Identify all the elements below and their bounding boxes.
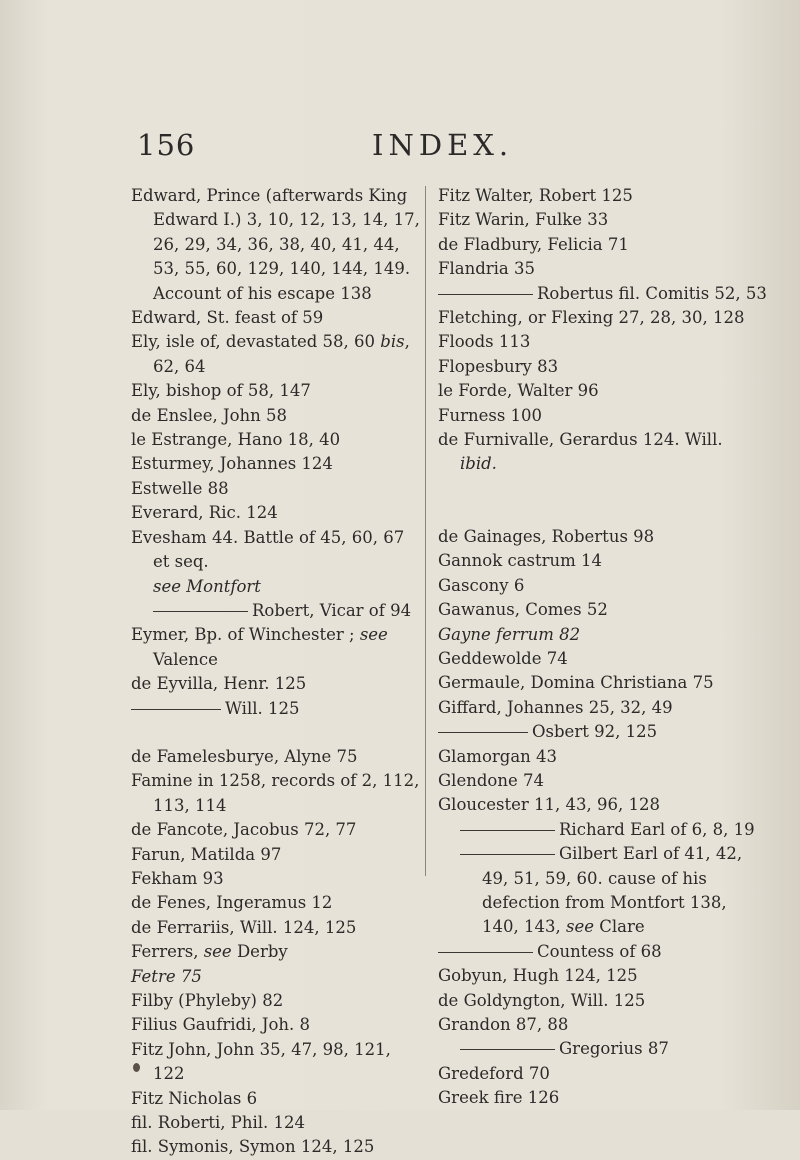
index-entry: Fetre 75: [131, 966, 202, 986]
entry-text: Countess of 68: [537, 941, 662, 961]
index-entry: [131, 940, 421, 964]
entry-text: Clare: [593, 917, 645, 937]
index-entry: de Famelesburye, Alyne 75: [131, 746, 358, 766]
entry-italic: see: [565, 917, 594, 937]
index-entry: le Forde, Walter 96: [438, 381, 599, 401]
entry-text: Valence: [153, 649, 218, 669]
entry-italic: bis: [380, 332, 405, 352]
index-entry: Fitz Nicholas 6: [131, 1088, 258, 1108]
ditto-dash: [131, 709, 221, 710]
index-subentry: [131, 599, 421, 623]
entry-text: Evesham 44. Battle of 45, 60, 67 et seq.: [131, 527, 405, 572]
index-entry: Gawanus, Comes 52: [438, 600, 608, 620]
index-entry: Everard, Ric. 124: [131, 503, 278, 523]
ditto-dash: [460, 854, 555, 855]
entry-italic: see: [153, 576, 181, 596]
index-entry: Gannok castrum 14: [438, 551, 603, 571]
entry-text: Gilbert Earl of 41, 42, 49, 51, 59, 60. cause of his defection from Montfort 138, 140, 143,: [482, 844, 743, 937]
index-entry: [131, 330, 421, 379]
ditto-dash: [460, 1049, 555, 1050]
index-entry: de Fancote, Jacobus 72, 77: [131, 820, 357, 840]
index-entry: Estwelle 88: [131, 478, 229, 498]
index-entry: fil. Symonis, Symon 124, 125: [131, 1137, 375, 1157]
index-entry: Grandon 87, 88: [438, 1015, 569, 1034]
left-column: [131, 184, 421, 1160]
index-entry: Flopesbury 83: [438, 356, 559, 376]
index-entry: fil. Roberti, Phil. 124: [131, 1113, 306, 1133]
index-entry: Glendone 74: [438, 770, 544, 790]
index-entry: Floods 113: [438, 332, 531, 352]
index-entry: Germaule, Domina Christiana 75: [438, 673, 714, 693]
page-header: [0, 128, 800, 168]
index-entry: de Goldyngton, Will. 125: [438, 990, 646, 1010]
index-entry: Esturmey, Johannes 124: [131, 454, 333, 474]
entry-italic: see: [359, 625, 388, 645]
index-entry: Fitz John, John 35, 47, 98, 121, 122: [131, 1039, 391, 1084]
ditto-dash: [153, 611, 248, 612]
index-entry: [438, 428, 763, 477]
index-entry: Filby (Phyleby) 82: [131, 991, 284, 1010]
index-subentry: [438, 818, 763, 842]
index-entry: Edward, St. feast of 59: [131, 308, 324, 328]
entry-italic: see: [203, 942, 232, 962]
entry-text: Will. 125: [225, 698, 300, 718]
index-entry: Edward, Prince (afterwards King Edward I.) 3, 10, 12, 13, 14, 17, 26, 29, 34, 36, 38, 40, 41, 44, 53, 55, 60, 129, 140, 144, 149. Account of his escape 138: [131, 186, 420, 303]
index-entry: Geddewolde 74: [438, 648, 568, 668]
index-entry: Fekham 93: [131, 868, 224, 888]
entry-text: de Furnivalle, Gerardus 124. Will.: [438, 430, 723, 450]
entry-text: Montfort: [181, 576, 261, 596]
ditto-dash: [438, 732, 528, 733]
entry-text: Richard Earl of 6, 8, 19: [559, 819, 755, 839]
index-subentry: [438, 720, 763, 744]
entry-text: Robertus fil. Comitis 52, 53: [537, 283, 767, 303]
entry-text: Derby: [231, 942, 288, 962]
index-subentry: [438, 842, 763, 940]
index-subentry: [131, 697, 421, 721]
index-entry: Gayne ferrum 82: [438, 624, 581, 644]
running-title: INDEX.: [372, 128, 514, 162]
index-subentry: [438, 940, 763, 964]
index-entry: de Enslee, John 58: [131, 405, 288, 425]
column-divider: [425, 186, 426, 876]
index-entry: de Fladbury, Felicia 71: [438, 234, 629, 254]
entry-text: Ferrers,: [131, 942, 204, 962]
index-entry: Gloucester 11, 43, 96, 128: [438, 795, 660, 815]
entry-text: Gregorius 87: [559, 1039, 669, 1059]
ditto-dash: [438, 294, 533, 295]
ditto-dash: [438, 952, 533, 953]
index-entry: [131, 526, 421, 599]
entry-text: , 62, 64: [153, 332, 410, 376]
index-entry: de Ferrariis, Will. 124, 125: [131, 917, 357, 937]
index-entry: Fletching, or Flexing 27, 28, 30, 128: [438, 308, 745, 328]
entry-text: Ely, isle of, devastated 58, 60: [131, 332, 381, 352]
index-entry: Greek fire 126: [438, 1088, 560, 1108]
index-entry: Filius Gaufridi, Joh. 8: [131, 1015, 311, 1035]
paper-speck: [133, 1063, 140, 1072]
entry-text: Eymer, Bp. of Winchester ;: [131, 625, 360, 645]
index-entry: de Fenes, Ingeramus 12: [131, 893, 333, 913]
entry-text: Robert, Vicar of 94: [252, 600, 412, 620]
index-entry: Fitz Warin, Fulke 33: [438, 210, 609, 230]
index-entry: Glamorgan 43: [438, 746, 558, 766]
index-entry: Giffard, Johannes 25, 32, 49: [438, 697, 673, 717]
index-entry: Farun, Matilda 97: [131, 844, 282, 864]
index-entry: Gascony 6: [438, 575, 525, 595]
index-entry: Furness 100: [438, 405, 543, 425]
index-entry: de Gainages, Robertus 98: [438, 526, 655, 546]
index-entry: Ely, bishop of 58, 147: [131, 381, 311, 401]
ditto-dash: [460, 830, 555, 831]
index-subentry: [438, 1037, 763, 1061]
index-entry: [131, 623, 421, 672]
index-entry: Gredeford 70: [438, 1063, 550, 1083]
entry-text: Osbert 92, 125: [532, 722, 658, 742]
index-subentry: [438, 282, 767, 306]
index-entry: le Estrange, Hano 18, 40: [131, 430, 341, 450]
entry-italic: ibid.: [460, 454, 497, 474]
page-number: 156: [137, 128, 196, 162]
index-entry: Gobyun, Hugh 124, 125: [438, 966, 638, 986]
index-entry: Famine in 1258, records of 2, 112, 113, 114: [131, 771, 420, 815]
index-entry: de Eyvilla, Henr. 125: [131, 674, 307, 694]
index-entry: Fitz Walter, Robert 125: [438, 186, 633, 205]
right-column: [438, 184, 767, 1111]
index-entry: Flandria 35: [438, 259, 535, 279]
